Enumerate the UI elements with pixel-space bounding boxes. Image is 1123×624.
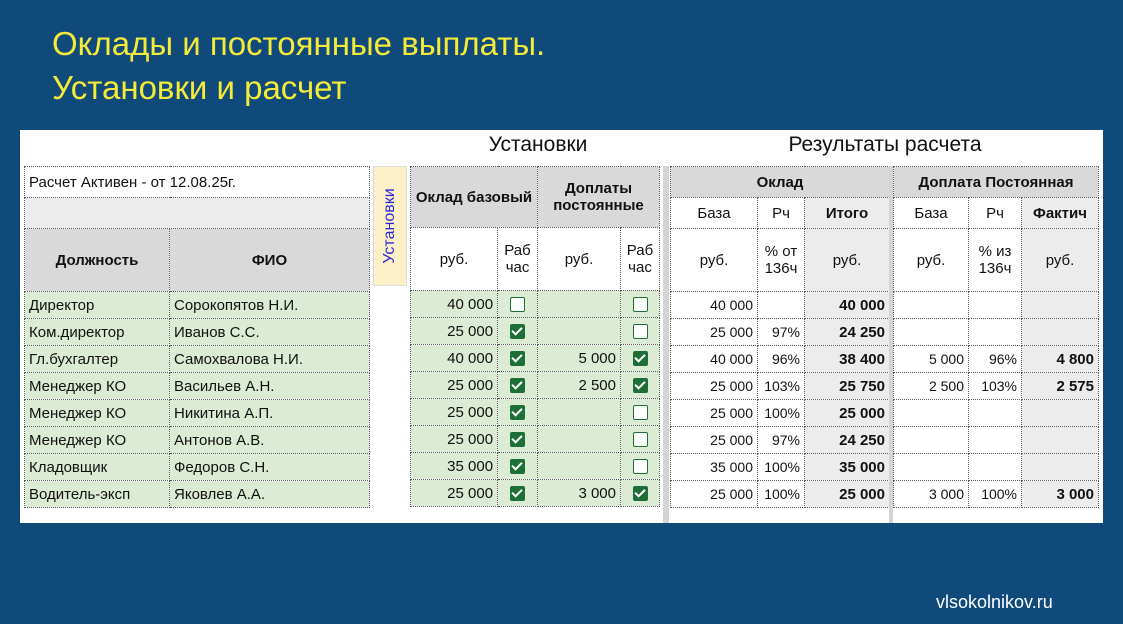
res-salary-header: Оклад	[671, 167, 890, 198]
res-fact-cell: 4 800	[1022, 346, 1099, 373]
res-const-base-header: База	[894, 198, 969, 229]
res-total-cell: 24 250	[805, 319, 890, 346]
res-const-unit-rub: руб.	[894, 229, 969, 292]
const-pay-hours-checkbox-cell	[621, 480, 660, 507]
res-const-base-cell	[894, 454, 969, 481]
position-cell[interactable]: Гл.бухгалтер	[25, 346, 170, 373]
res-total-cell: 40 000	[805, 292, 890, 319]
res-const-base-cell: 3 000	[894, 481, 969, 508]
res-fact-cell	[1022, 400, 1099, 427]
table-row	[25, 481, 370, 508]
const-pay-hours-checkbox[interactable]	[633, 351, 648, 366]
settings-vertical-text: Установки	[381, 188, 398, 264]
table-row	[25, 319, 370, 346]
col-name-header: ФИО	[170, 229, 370, 292]
salary-cell[interactable]: 25 000	[411, 399, 498, 426]
res-const-rch-cell	[969, 454, 1022, 481]
slide-title	[52, 22, 545, 110]
const-pay-hours-checkbox[interactable]	[633, 378, 648, 393]
res-const-unit-rub-fact: руб.	[1022, 229, 1099, 292]
res-const-base-cell	[894, 319, 969, 346]
res-base-header: База	[671, 198, 758, 229]
const-pay-hours-checkbox[interactable]	[633, 486, 648, 501]
salary-results-table	[670, 166, 890, 508]
res-unit-rub-total: руб.	[805, 229, 890, 292]
position-cell[interactable]: Менеджер КО	[25, 427, 170, 454]
table-row	[894, 346, 1099, 373]
const-pay-cell[interactable]: 5 000	[538, 345, 621, 372]
salary-hours-checkbox[interactable]	[510, 297, 525, 312]
res-rch-cell: 100%	[758, 454, 805, 481]
results-header: Результаты расчета	[788, 133, 982, 156]
res-base-cell: 40 000	[671, 346, 758, 373]
res-base-cell: 25 000	[671, 427, 758, 454]
salary-hours-checkbox-cell	[498, 426, 538, 453]
res-total-cell: 38 400	[805, 346, 890, 373]
table-row	[411, 291, 660, 318]
res-rch-cell: 103%	[758, 373, 805, 400]
table-row	[25, 346, 370, 373]
const-pay-hours-checkbox-cell	[621, 318, 660, 345]
res-total-cell: 25 000	[805, 481, 890, 508]
name-cell[interactable]: Антонов А.В.	[170, 427, 370, 454]
res-unit-rub: руб.	[671, 229, 758, 292]
table-row	[894, 400, 1099, 427]
res-const-rch-cell	[969, 292, 1022, 319]
table-row	[894, 481, 1099, 508]
name-cell[interactable]: Сорокопятов Н.И.	[170, 292, 370, 319]
const-pay-hours-checkbox-cell	[621, 399, 660, 426]
status-cell[interactable]: Расчет Активен - от 12.08.25г.	[25, 167, 370, 198]
name-cell[interactable]: Иванов С.С.	[170, 319, 370, 346]
table-row	[671, 427, 890, 454]
position-cell[interactable]: Кладовщик	[25, 454, 170, 481]
table-row	[25, 373, 370, 400]
res-const-base-cell: 5 000	[894, 346, 969, 373]
salary-hours-checkbox-cell	[498, 345, 538, 372]
res-total-cell: 35 000	[805, 454, 890, 481]
res-const-base-cell	[894, 400, 969, 427]
salary-hours-checkbox[interactable]	[510, 351, 525, 366]
res-base-cell: 25 000	[671, 481, 758, 508]
const-pay-hours-checkbox-cell	[621, 453, 660, 480]
unit-rub: руб.	[411, 228, 498, 291]
unit-rub-2: руб.	[538, 228, 621, 291]
table-row	[411, 426, 660, 453]
position-cell[interactable]: Директор	[25, 292, 170, 319]
name-cell[interactable]: Федоров С.Н.	[170, 454, 370, 481]
res-fact-cell	[1022, 319, 1099, 346]
spreadsheet	[20, 130, 1103, 523]
table-row	[411, 399, 660, 426]
salary-hours-checkbox[interactable]	[510, 459, 525, 474]
salary-hours-checkbox-cell	[498, 372, 538, 399]
const-pay-hours-checkbox-cell	[621, 345, 660, 372]
res-total-cell: 25 000	[805, 400, 890, 427]
res-const-rch-cell	[969, 400, 1022, 427]
res-pct-from: % из 136ч	[969, 229, 1022, 292]
salary-cell[interactable]: 40 000	[411, 291, 498, 318]
res-fact-cell	[1022, 292, 1099, 319]
employees-table	[24, 166, 370, 508]
res-base-cell: 40 000	[671, 292, 758, 319]
res-const-base-cell	[894, 427, 969, 454]
table-row	[25, 427, 370, 454]
empty-header-cell	[25, 198, 370, 229]
res-const-rch-header: Рч	[969, 198, 1022, 229]
res-rch-header: Рч	[758, 198, 805, 229]
slide-title-line1: Оклады и постоянные выплаты.	[52, 25, 546, 62]
salary-hours-checkbox[interactable]	[510, 378, 525, 393]
name-cell[interactable]: Никитина А.П.	[170, 400, 370, 427]
table-row	[411, 372, 660, 399]
salary-hours-checkbox-cell	[498, 291, 538, 318]
const-pay-hours-checkbox[interactable]	[633, 324, 648, 339]
const-pay-hours-checkbox[interactable]	[633, 297, 648, 312]
const-pay-hours-checkbox-cell	[621, 372, 660, 399]
position-cell[interactable]: Водитель-эксп	[25, 481, 170, 508]
res-const-rch-cell: 103%	[969, 373, 1022, 400]
const-pay-cell[interactable]	[538, 453, 621, 480]
table-row	[894, 319, 1099, 346]
res-rch-cell: 97%	[758, 427, 805, 454]
salary-cell[interactable]: 35 000	[411, 453, 498, 480]
table-row	[671, 292, 890, 319]
settings-header: Установки	[488, 133, 588, 156]
res-const-rch-cell: 100%	[969, 481, 1022, 508]
const-results-table	[893, 166, 1099, 508]
table-row	[25, 292, 370, 319]
const-pay-cell[interactable]: 2 500	[538, 372, 621, 399]
salary-cell[interactable]: 25 000	[411, 480, 498, 507]
res-fact-header: Фактич	[1022, 198, 1099, 229]
unit-hours: Раб час	[498, 228, 538, 291]
footer-site: vlsokolnikov.ru	[936, 592, 1053, 612]
table-row	[411, 480, 660, 507]
res-total-header: Итого	[805, 198, 890, 229]
slide-title-line2: Установки и расчет	[52, 69, 347, 106]
res-const-rch-cell	[969, 427, 1022, 454]
salary-cell[interactable]: 40 000	[411, 345, 498, 372]
res-rch-cell: 97%	[758, 319, 805, 346]
salary-hours-checkbox-cell	[498, 453, 538, 480]
const-pay-cell[interactable]: 3 000	[538, 480, 621, 507]
const-pay-hours-checkbox[interactable]	[633, 432, 648, 447]
salary-hours-checkbox-cell	[498, 399, 538, 426]
settings-table	[410, 166, 660, 507]
res-const-header: Доплата Постоянная	[894, 167, 1099, 198]
table-row	[671, 346, 890, 373]
salary-hours-checkbox[interactable]	[510, 405, 525, 420]
table-row	[411, 318, 660, 345]
table-row	[671, 373, 890, 400]
res-base-cell: 35 000	[671, 454, 758, 481]
name-cell[interactable]: Васильев А.Н.	[170, 373, 370, 400]
res-rch-cell: 96%	[758, 346, 805, 373]
unit-hours-2: Раб час	[621, 228, 660, 291]
table-row	[671, 319, 890, 346]
table-row	[411, 453, 660, 480]
salary-hours-checkbox-cell	[498, 318, 538, 345]
const-pay-hours-checkbox-cell	[621, 426, 660, 453]
table-row	[25, 400, 370, 427]
res-fact-cell	[1022, 427, 1099, 454]
salary-cell[interactable]: 25 000	[411, 318, 498, 345]
table-row	[25, 454, 370, 481]
res-const-base-cell: 2 500	[894, 373, 969, 400]
column-separator	[663, 166, 669, 523]
res-rch-cell: 100%	[758, 400, 805, 427]
res-base-cell: 25 000	[671, 319, 758, 346]
const-pay-hours-checkbox-cell	[621, 291, 660, 318]
name-cell[interactable]: Яковлев А.А.	[170, 481, 370, 508]
salary-hours-checkbox[interactable]	[510, 324, 525, 339]
position-cell[interactable]: Менеджер КО	[25, 373, 170, 400]
salary-cell[interactable]: 25 000	[411, 426, 498, 453]
const-pay-hours-checkbox[interactable]	[633, 405, 648, 420]
col-const-pay-header: Доплаты постоянные	[538, 167, 660, 228]
table-row	[894, 427, 1099, 454]
const-pay-hours-checkbox[interactable]	[633, 459, 648, 474]
res-total-cell: 25 750	[805, 373, 890, 400]
table-row	[671, 454, 890, 481]
const-pay-cell[interactable]	[538, 318, 621, 345]
const-pay-cell[interactable]	[538, 291, 621, 318]
res-fact-cell: 3 000	[1022, 481, 1099, 508]
table-row	[894, 454, 1099, 481]
table-row	[671, 481, 890, 508]
salary-cell[interactable]: 25 000	[411, 372, 498, 399]
salary-hours-checkbox[interactable]	[510, 486, 525, 501]
table-row	[411, 345, 660, 372]
table-row	[894, 373, 1099, 400]
col-position-header: Должность	[25, 229, 170, 292]
position-cell[interactable]: Менеджер КО	[25, 400, 170, 427]
res-fact-cell: 2 575	[1022, 373, 1099, 400]
settings-vertical	[373, 166, 407, 523]
const-pay-cell[interactable]	[538, 426, 621, 453]
table-row	[894, 292, 1099, 319]
name-cell[interactable]: Самохвалова Н.И.	[170, 346, 370, 373]
res-rch-cell	[758, 292, 805, 319]
res-fact-cell	[1022, 454, 1099, 481]
res-const-base-cell	[894, 292, 969, 319]
settings-vertical-label	[373, 166, 407, 286]
salary-hours-checkbox[interactable]	[510, 432, 525, 447]
res-const-rch-cell	[969, 319, 1022, 346]
res-total-cell: 24 250	[805, 427, 890, 454]
salary-hours-checkbox-cell	[498, 480, 538, 507]
table-row	[671, 400, 890, 427]
col-base-salary-header: Оклад базовый	[411, 167, 538, 228]
res-base-cell: 25 000	[671, 373, 758, 400]
position-cell[interactable]: Ком.директор	[25, 319, 170, 346]
res-rch-cell: 100%	[758, 481, 805, 508]
res-const-rch-cell: 96%	[969, 346, 1022, 373]
const-pay-cell[interactable]	[538, 399, 621, 426]
res-pct-of: % от 136ч	[758, 229, 805, 292]
res-base-cell: 25 000	[671, 400, 758, 427]
